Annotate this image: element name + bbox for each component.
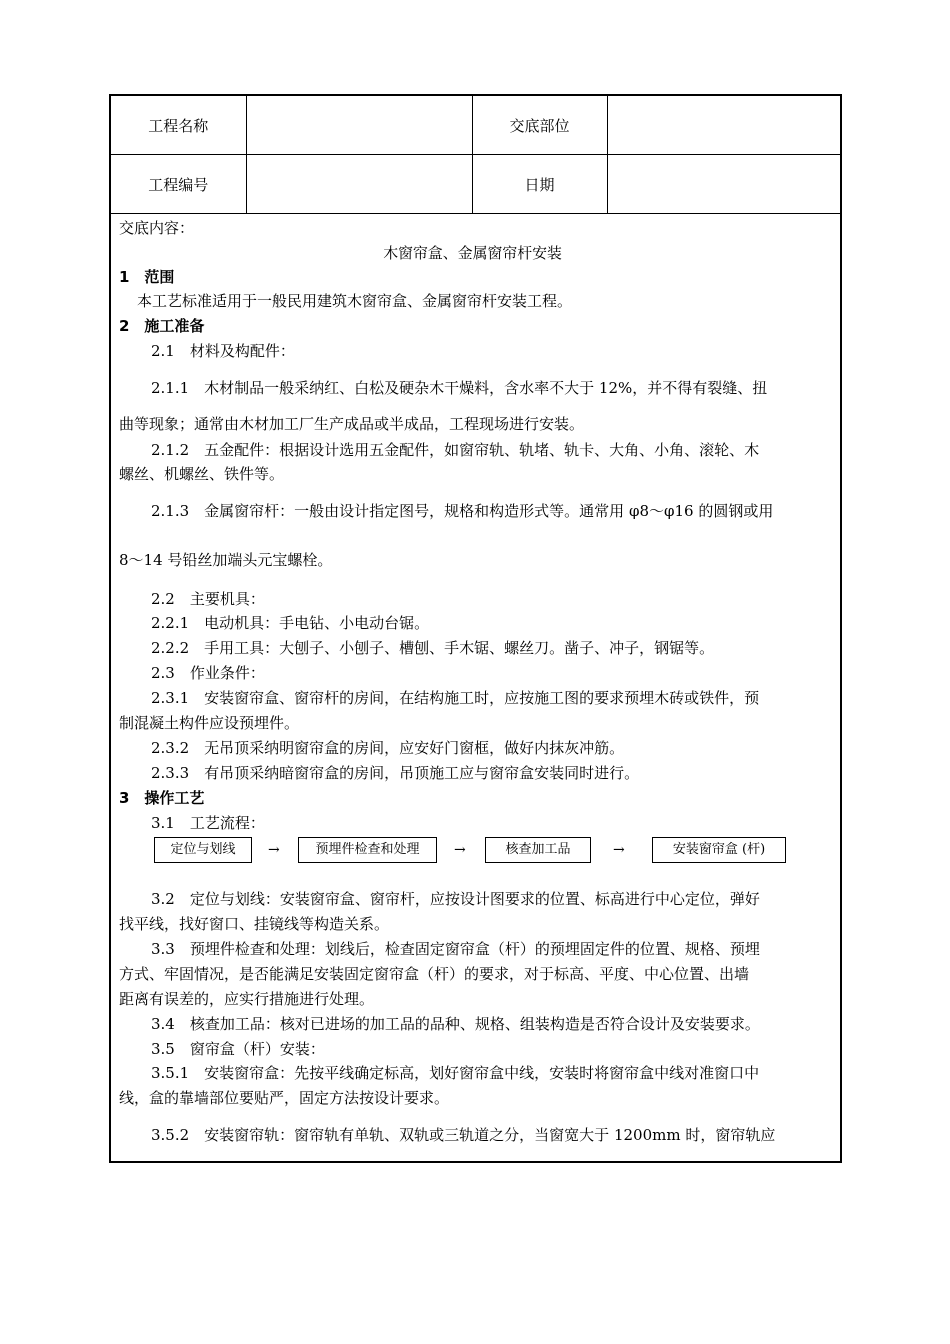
paragraph-line: 方式、牢固情况，是否能满足安装固定窗帘盒（杆）的要求，对于标高、平度、中心位置、出墙 — [119, 965, 750, 983]
document-title: 木窗帘盒、金属窗帘杆安装 — [383, 244, 562, 262]
header-table — [111, 96, 840, 214]
paragraph-line: 本工艺标准适用于一般民用建筑木窗帘盒、金属窗帘杆安装工程。 — [137, 292, 573, 310]
paragraph-line: 3.3 预埋件检查和处理：划线后，检查固定窗帘盒（杆）的预埋固定件的位置、规格、预埋 — [151, 940, 760, 958]
handover-sheet — [109, 94, 842, 1163]
paragraph-line: 2.3 作业条件： — [151, 664, 265, 682]
paragraph-line: 3.5.2 安装窗帘轨：窗帘轨有单轨、双轨或三轨道之分，当窗宽大于 1200mm 时，窗帘轨应 — [151, 1126, 776, 1144]
project-no-label: 工程编号 — [111, 155, 246, 214]
flow-arrow-icon: → — [268, 842, 280, 858]
flow-arrow-icon: → — [454, 842, 466, 858]
paragraph-line: 2.1 材料及构配件： — [151, 342, 295, 360]
paragraph-line: 螺丝、机螺丝、铁件等。 — [119, 465, 285, 483]
paragraph-line: 2.1.3 金属窗帘杆：一般由设计指定图号，规格和构造形式等。通常用 φ8～φ16 的圆钢或用 — [151, 502, 774, 520]
section-heading: 1 范围 — [119, 268, 175, 286]
paragraph-line: 2.2.1 电动机具：手电钻、小电动台锯。 — [151, 614, 430, 632]
paragraph-line: 3.5.1 安装窗帘盒：先按平线确定标高，划好窗帘盒中线，安装时将窗帘盒中线对准窗口中 — [151, 1064, 760, 1082]
content-intro: 交底内容： — [119, 219, 195, 237]
paragraph-line: 2.3.1 安装窗帘盒、窗帘杆的房间，在结构施工时，应按施工图的要求预埋木砖或铁件，预 — [151, 689, 760, 707]
paragraph-line: 制混凝土构件应设预埋件。 — [119, 714, 300, 732]
flow-step-4: 安装窗帘盒 (杆) — [652, 837, 786, 863]
project-name-label: 工程名称 — [111, 96, 246, 155]
paragraph-line: 3.5 窗帘盒（杆）安装： — [151, 1040, 325, 1058]
section-heading: 3 操作工艺 — [119, 789, 205, 807]
flow-step-3: 核查加工品 — [485, 837, 591, 863]
paragraph-line: 线，盒的靠墙部位要贴严，固定方法按设计要求。 — [119, 1089, 450, 1107]
paragraph-line: 2.2.2 手用工具：大刨子、小刨子、槽刨、手木锯、螺丝刀。凿子、冲子，钢锯等。 — [151, 639, 715, 657]
paragraph-line: 2.3.3 有吊顶采纳暗窗帘盒的房间，吊顶施工应与窗帘盒安装同时进行。 — [151, 764, 640, 782]
paragraph-line: 8～14 号铅丝加端头元宝螺栓。 — [119, 551, 333, 569]
handover-part-value — [607, 96, 840, 155]
flow-step-1: 定位与划线 — [154, 837, 252, 863]
paragraph-line: 2.2 主要机具： — [151, 590, 265, 608]
paragraph-line: 2.1.1 木材制品一般采纳红、白松及硬杂木干燥料，含水率不大于 12%，并不得有裂缝、扭 — [151, 379, 768, 397]
project-no-value — [246, 155, 472, 214]
paragraph-line: 曲等现象；通常由木材加工厂生产成品或半成品，工程现场进行安装。 — [119, 415, 585, 433]
paragraph-line: 3.2 定位与划线：安装窗帘盒、窗帘杆，应按设计图要求的位置、标高进行中心定位，弹好 — [151, 890, 760, 908]
handover-part-label: 交底部位 — [472, 96, 607, 155]
flow-step-2: 预埋件检查和处理 — [298, 837, 437, 863]
date-label: 日期 — [472, 155, 607, 214]
paragraph-line: 3.4 核查加工品：核对已进场的加工品的品种、规格、组装构造是否符合设计及安装要求。 — [151, 1015, 760, 1033]
paragraph-line: 3.1 工艺流程： — [151, 814, 265, 832]
paragraph-line: 2.3.2 无吊顶采纳明窗帘盒的房间，应安好门窗框，做好内抹灰冲筋。 — [151, 739, 625, 757]
date-value — [607, 155, 840, 214]
section-heading: 2 施工准备 — [119, 317, 205, 335]
flow-arrow-icon: → — [613, 842, 625, 858]
paragraph-line: 距离有误差的，应实行措施进行处理。 — [119, 990, 375, 1008]
paragraph-line: 2.1.2 五金配件：根据设计选用五金配件，如窗帘轨、轨堵、轨卡、大角、小角、滚轮、木 — [151, 441, 760, 459]
project-name-value — [246, 96, 472, 155]
paragraph-line: 找平线，找好窗口、挂镜线等构造关系。 — [119, 915, 390, 933]
